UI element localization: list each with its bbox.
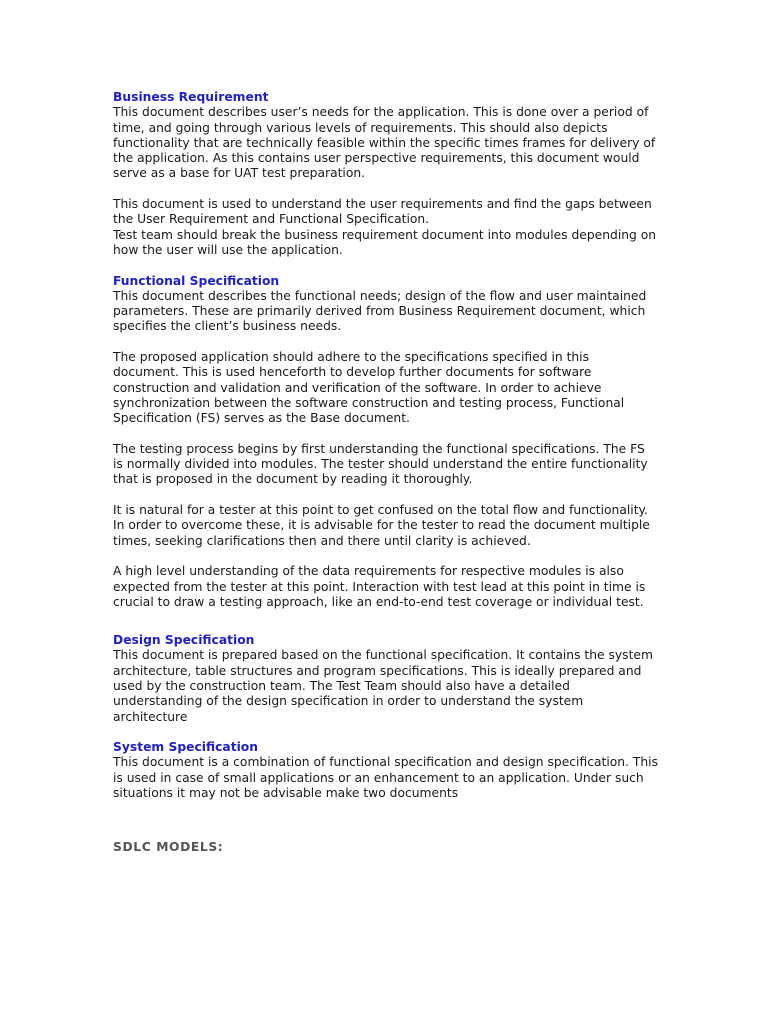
functional-specification-paragraph-1: This document describes the functional needs; design of the flow and user maintained parameters. These are primarily derived from Business Requirement document, which specifies the client’s business needs. (113, 288, 647, 334)
business-requirement-paragraph-1: This document describes user’s needs for the application. This is done over a period of time, and going through various levels of requirements. This should also depicts functionality that are technically feasible within the specific times frames for delivery of the application. As this contains user perspective requirements, this document would serve as a base for UAT test preparation. (113, 105, 656, 181)
design-specification-heading: Design Specification (113, 633, 255, 648)
functional-specification-paragraph-3: The testing process begins by first understanding the functional specifications. The FS is normally divided into modules. The tester should understand the entire functionality that is proposed in the document by reading it thoroughly. (113, 441, 648, 487)
sdlc-models-heading: SDLC MODELS: (113, 839, 224, 854)
document-body (113, 90, 658, 855)
business-requirement-paragraph-3: Test team should break the business requirement document into modules depending on how the user will use the application. (113, 227, 657, 257)
business-requirement-paragraph-2: This document is used to understand the user requirements and find the gaps between the User Requirement and Functional Specification. (113, 197, 652, 227)
functional-specification-paragraph-2: The proposed application should adhere to the specifications specified in this document. This is used henceforth to develop further documents for software construction and validation and verification of the software. In order to achieve synchronization between the software construction and testing process, Functional Specification (FS) serves as the Base document. (113, 350, 625, 426)
business-requirement-heading: Business Requirement (113, 90, 269, 104)
functional-specification-paragraph-4: It is natural for a tester at this point to get confused on the total flow and functionality. In order to overcome these, it is advisable for the tester to read the document multiple times, seeking clarifications then and there until clarity is achieved. (113, 503, 650, 548)
system-specification-heading: System Specification (113, 740, 259, 755)
system-specification-paragraph-1: This document is a combination of functional specification and design specification. This is used in case of small applications or an enhancement to an application. Under such situations it may not be advisable make two documents (113, 755, 659, 801)
design-specification-paragraph-1: This document is prepared based on the functional specification. It contains the system architecture, table structures and program specifications. This is ideally prepared and used by the construction team. The Test Team should also have a detailed understanding of the design specification in order to understand the system architecture (113, 648, 653, 724)
functional-specification-paragraph-5: A high level understanding of the data requirements for respective modules is also expected from the tester at this point. Interaction with test lead at this point in time is crucial to draw a testing approach, like an end-to-end test coverage or individual test. (113, 564, 646, 609)
functional-specification-heading: Functional Specification (113, 273, 280, 288)
